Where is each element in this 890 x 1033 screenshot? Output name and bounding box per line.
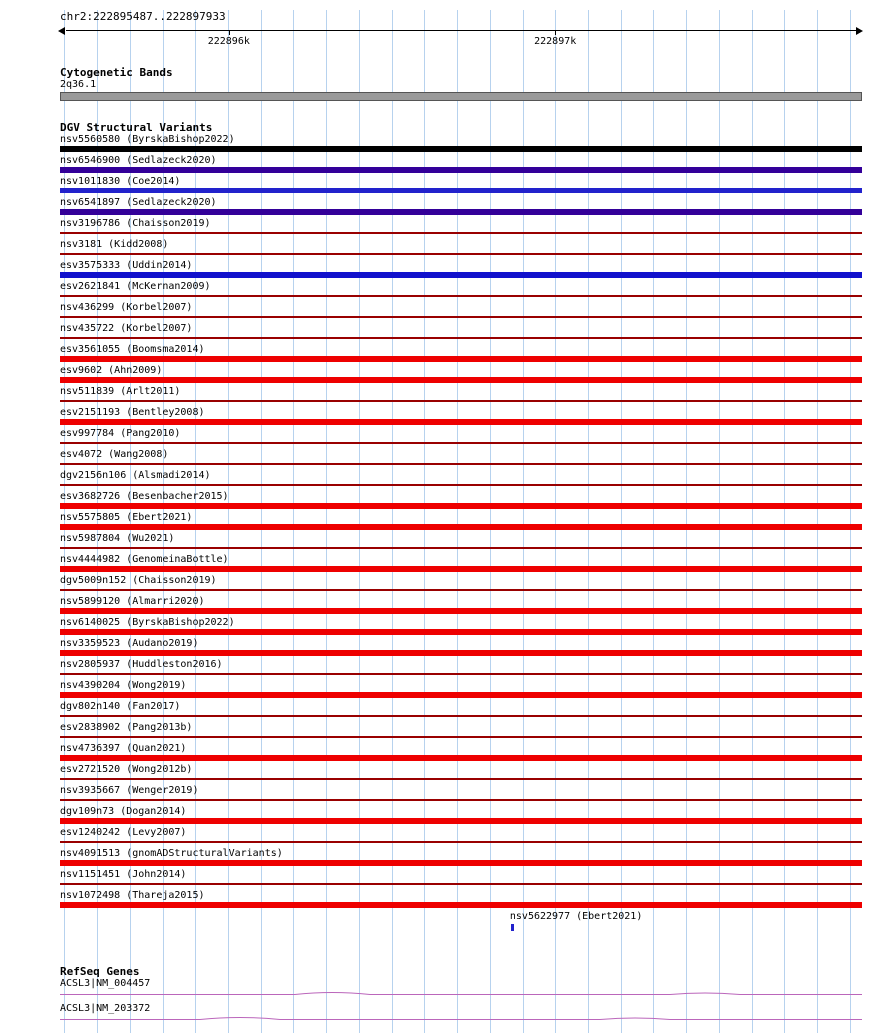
variant-label[interactable]: esv2838902 (Pang2013b): [60, 722, 193, 733]
gene-label: ACSL3|NM_004457: [60, 978, 151, 989]
variant-row: [60, 680, 862, 701]
variant-row: [60, 659, 862, 680]
variant-row: [60, 428, 862, 449]
variant-label[interactable]: nsv436299 (Korbel2007): [60, 302, 193, 313]
variant-row: [60, 512, 862, 533]
variant-label[interactable]: nsv5899120 (Almarri2020): [60, 596, 205, 607]
variant-bar[interactable]: [60, 400, 862, 402]
variant-label[interactable]: esv2151193 (Bentley2008): [60, 407, 205, 418]
variant-bar[interactable]: [60, 232, 862, 234]
variant-bar[interactable]: [60, 167, 862, 173]
ruler-tick: [555, 31, 556, 35]
variant-bar[interactable]: [60, 503, 862, 509]
variant-bar[interactable]: [60, 547, 862, 549]
gene-structure[interactable]: [60, 988, 862, 998]
variant-row: [60, 638, 862, 659]
variant-row: [60, 260, 862, 281]
variant-label[interactable]: nsv3196786 (Chaisson2019): [60, 218, 211, 229]
gene-label: ACSL3|NM_203372: [60, 1003, 151, 1014]
variant-label[interactable]: esv4072 (Wang2008): [60, 449, 169, 460]
variant-bar[interactable]: [60, 316, 862, 318]
variant-bar[interactable]: [60, 629, 862, 635]
variant-label[interactable]: nsv435722 (Korbel2007): [60, 323, 193, 334]
cytoband-name: 2q36.1: [60, 79, 97, 90]
variant-bar[interactable]: [60, 419, 862, 425]
variant-row: [60, 197, 862, 218]
variant-label[interactable]: esv2721520 (Wong2012b): [60, 764, 193, 775]
variant-bar[interactable]: [60, 566, 862, 572]
variant-bar[interactable]: [60, 692, 862, 698]
variant-row: [60, 407, 862, 428]
variant-row: [60, 785, 862, 806]
ruler-tick-label: 222896k: [207, 36, 250, 47]
variant-label[interactable]: dgv802n140 (Fan2017): [60, 701, 181, 712]
refseq-section-title: RefSeq Genes: [60, 965, 140, 978]
variant-label[interactable]: nsv4736397 (Quan2021): [60, 743, 187, 754]
variant-label[interactable]: nsv5622977 (Ebert2021): [509, 911, 643, 922]
variant-bar[interactable]: [60, 799, 862, 801]
variant-bar[interactable]: [60, 356, 862, 362]
variant-bar[interactable]: [60, 272, 862, 278]
variant-bar[interactable]: [60, 650, 862, 656]
variant-label[interactable]: nsv3181 (Kidd2008): [60, 239, 169, 250]
variant-bar[interactable]: [60, 295, 862, 297]
variant-bar[interactable]: [60, 463, 862, 465]
variant-row: [60, 323, 862, 344]
variant-row: [60, 827, 862, 848]
variant-label[interactable]: nsv6541897 (Sedlazeck2020): [60, 197, 217, 208]
dgv-section-title: DGV Structural Variants: [60, 121, 213, 134]
variant-row: [60, 701, 862, 722]
variant-label[interactable]: esv3575333 (Uddin2014): [60, 260, 193, 271]
variant-bar[interactable]: [60, 209, 862, 215]
cytobands-section-title: Cytogenetic Bands: [60, 66, 173, 79]
variant-bar[interactable]: [60, 253, 862, 255]
variant-label[interactable]: nsv5560580 (ByrskaBishop2022): [60, 134, 235, 145]
variant-label[interactable]: nsv1072498 (Thareja2015): [60, 890, 205, 901]
variant-bar[interactable]: [60, 736, 862, 738]
variant-row: [60, 869, 862, 890]
variant-bar[interactable]: [60, 442, 862, 444]
variant-label[interactable]: nsv4091513 (gnomADStructuralVariants): [60, 848, 283, 859]
variant-label[interactable]: nsv6546900 (Sedlazeck2020): [60, 155, 217, 166]
variant-label[interactable]: nsv6140025 (ByrskaBishop2022): [60, 617, 235, 628]
variant-label[interactable]: nsv2805937 (Huddleston2016): [60, 659, 223, 670]
variant-point-marker[interactable]: [511, 924, 514, 931]
variant-row: [60, 386, 862, 407]
variant-label[interactable]: esv3682726 (Besenbacher2015): [60, 491, 229, 502]
gene-structure[interactable]: [60, 1013, 862, 1023]
variant-bar[interactable]: [60, 902, 862, 908]
variant-bar[interactable]: [60, 755, 862, 761]
variant-row: [60, 176, 862, 197]
right-arrow-icon: [856, 27, 863, 35]
variant-label[interactable]: nsv5575805 (Ebert2021): [60, 512, 193, 523]
variant-row: [60, 764, 862, 785]
variant-bar[interactable]: [60, 883, 862, 885]
variant-bar[interactable]: [60, 778, 862, 780]
ruler-tick: [229, 31, 230, 35]
variant-label[interactable]: esv3561055 (Boomsma2014): [60, 344, 205, 355]
variant-label[interactable]: dgv2156n106 (Alsmadi2014): [60, 470, 211, 481]
variant-label[interactable]: nsv511839 (Arlt2011): [60, 386, 181, 397]
variant-row: [60, 533, 862, 554]
variant-row: [60, 617, 862, 638]
dgv-variant-list: [60, 134, 862, 911]
variant-label[interactable]: nsv5987804 (Wu2021): [60, 533, 175, 544]
variant-row: [60, 239, 862, 260]
variant-label[interactable]: nsv4390204 (Wong2019): [60, 680, 187, 691]
variant-bar[interactable]: [60, 589, 862, 591]
variant-row: [60, 806, 862, 827]
region-position-label: chr2:222895487..222897933: [60, 10, 226, 23]
variant-row: [60, 491, 862, 512]
variant-row: [60, 722, 862, 743]
variant-label[interactable]: nsv3935667 (Wenger2019): [60, 785, 199, 796]
variant-row: [60, 134, 862, 155]
variant-row: [60, 281, 862, 302]
variant-label[interactable]: esv1240242 (Levy2007): [60, 827, 187, 838]
variant-label[interactable]: esv9602 (Ahn2009): [60, 365, 163, 376]
variant-row: [60, 470, 862, 491]
variant-row: [60, 596, 862, 617]
variant-bar[interactable]: [60, 377, 862, 383]
variant-bar[interactable]: [60, 608, 862, 614]
variant-row: [60, 575, 862, 596]
variant-bar[interactable]: [60, 860, 862, 866]
variant-row: [60, 302, 862, 323]
variant-label[interactable]: dgv5009n152 (Chaisson2019): [60, 575, 217, 586]
variant-bar[interactable]: [60, 818, 862, 824]
variant-label[interactable]: nsv1151451 (John2014): [60, 869, 187, 880]
variant-row: [60, 218, 862, 239]
variant-row: [60, 449, 862, 470]
variant-row: [60, 344, 862, 365]
variant-bar[interactable]: [60, 146, 862, 152]
variant-row: [60, 155, 862, 176]
variant-label[interactable]: nsv3359523 (Audano2019): [60, 638, 199, 649]
variant-label[interactable]: dgv109n73 (Dogan2014): [60, 806, 187, 817]
variant-row: [60, 890, 862, 911]
variant-bar[interactable]: [60, 715, 862, 717]
ruler-line: [66, 30, 856, 31]
variant-row: [60, 365, 862, 386]
variant-bar[interactable]: [60, 524, 862, 530]
variant-bar[interactable]: [60, 673, 862, 675]
cytoband-bar[interactable]: [60, 92, 862, 101]
variant-label[interactable]: esv997784 (Pang2010): [60, 428, 181, 439]
variant-bar[interactable]: [60, 841, 862, 843]
variant-row: [60, 848, 862, 869]
variant-label[interactable]: nsv4444982 (GenomeinaBottle): [60, 554, 229, 565]
variant-row: [60, 554, 862, 575]
variant-row: [60, 743, 862, 764]
variant-label[interactable]: esv2621841 (McKernan2009): [60, 281, 211, 292]
left-arrow-icon: [58, 27, 65, 35]
variant-label[interactable]: nsv1011830 (Coe2014): [60, 176, 181, 187]
variant-bar[interactable]: [60, 337, 862, 339]
variant-bar[interactable]: [60, 188, 862, 193]
variant-bar[interactable]: [60, 484, 862, 486]
ruler-tick-label: 222897k: [534, 36, 577, 47]
